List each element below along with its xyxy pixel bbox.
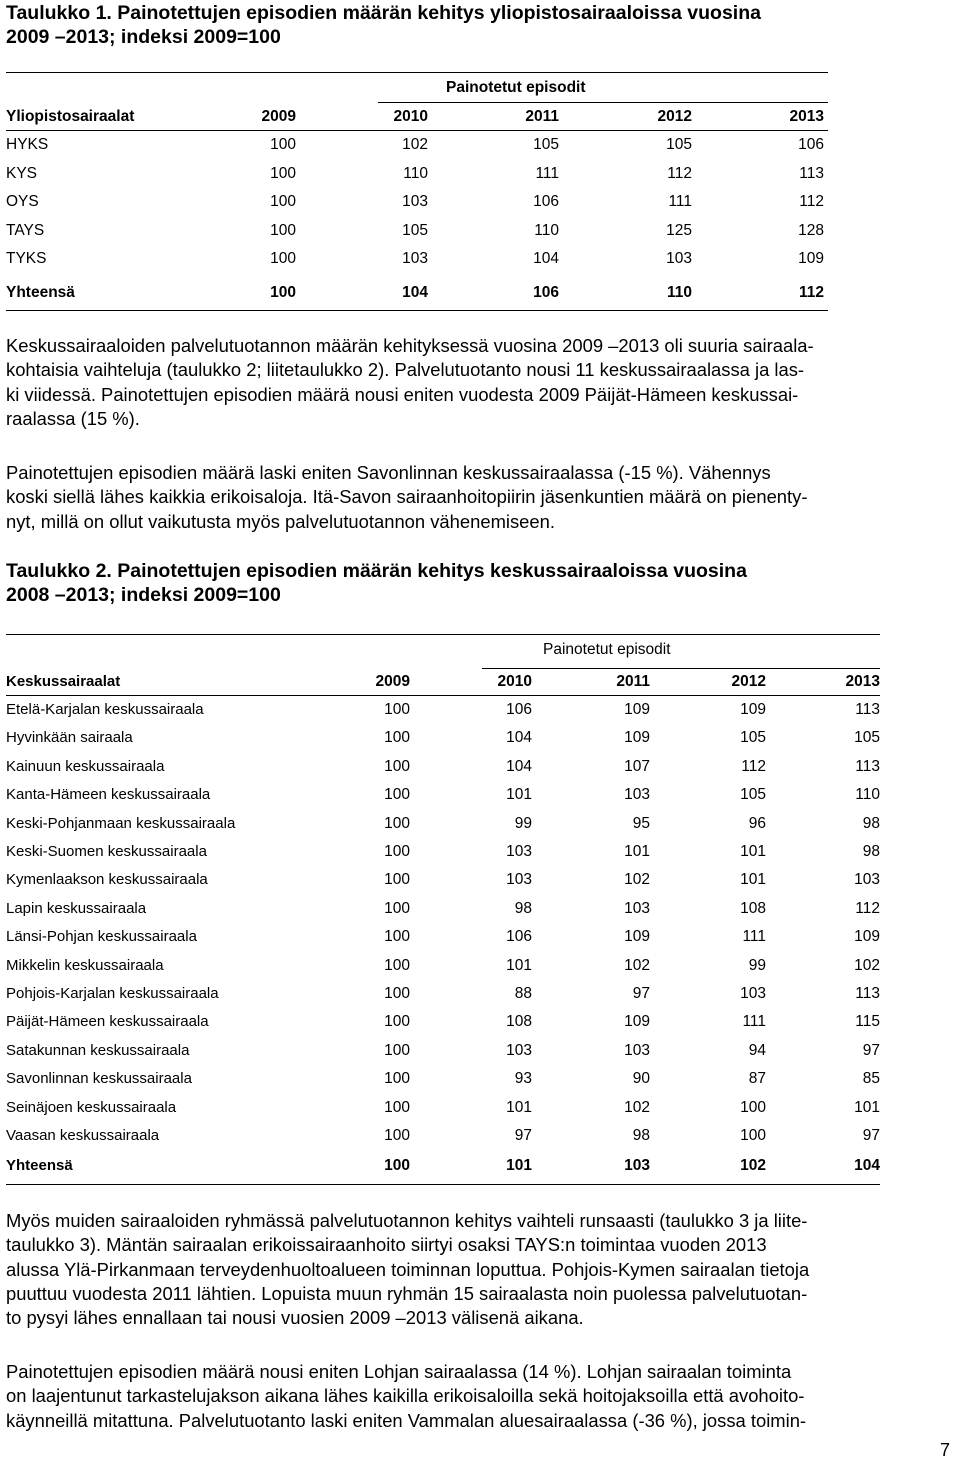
text-line: on laajentunut tarkastelujakson aikana lähes kaikilla erikoisaloilla sekä hoitojaksoilla että avohoito- (6, 1385, 805, 1407)
row-label: Keski-Suomen keskussairaala (6, 843, 207, 860)
row-label: Etelä-Karjalan keskussairaala (6, 701, 204, 718)
total-value: 110 (666, 284, 692, 301)
column-header-year: 2010 (393, 108, 428, 125)
table-rule (6, 1184, 880, 1185)
row-label: Hyvinkään sairaala (6, 729, 133, 747)
text-line: taulukko 3). Mäntän sairaalan erikoissairaanhoito siirtyi osaksi TAYS:n toimintaa vuoden 2013 (6, 1234, 767, 1256)
row-value: 94 (748, 1041, 766, 1059)
row-value: 101 (624, 843, 650, 860)
row-label: Kanta-Hämeen keskussairaala (6, 786, 211, 804)
column-header-label: Keskussairaalat (6, 673, 121, 690)
table-rule (6, 72, 828, 73)
table-header-row (6, 673, 880, 695)
row-value: 104 (533, 250, 559, 268)
row-value: 109 (624, 1013, 650, 1031)
row-value: 100 (270, 136, 296, 153)
table-row (6, 815, 880, 837)
row-label: Satakunnan keskussairaala (6, 1041, 190, 1059)
table-rule (6, 130, 828, 131)
row-value: 100 (384, 928, 410, 946)
table-rule (6, 634, 880, 635)
table-row (6, 928, 880, 950)
row-value: 103 (506, 1041, 532, 1059)
table-row (6, 1042, 880, 1064)
row-value: 106 (798, 136, 824, 153)
row-value: 111 (742, 928, 766, 946)
row-value: 112 (799, 193, 824, 211)
text-line: koski siellä lähes kaikkia erikoisaloja. Itä-Savon sairaanhoitopiirin jäsenkuntien määrä on pienenty- (6, 486, 808, 508)
row-label: KYS (6, 164, 38, 182)
row-value: 101 (740, 871, 766, 889)
text-line: to pysyi lähes ennallaan tai nousi vuosien 2009 –2013 välisenä aikana. (6, 1307, 584, 1329)
row-value: 100 (270, 221, 296, 239)
table-row (6, 1099, 880, 1121)
row-value: 100 (384, 1127, 410, 1144)
row-value: 111 (535, 164, 559, 182)
row-value: 108 (506, 1013, 532, 1031)
row-value: 100 (384, 757, 410, 775)
table-row (6, 1013, 880, 1035)
table-row (6, 957, 880, 979)
table-row (6, 701, 880, 723)
row-value: 100 (384, 871, 410, 889)
row-value: 96 (748, 814, 766, 832)
text-line: käynneillä mitattuna. Palvelutuotanto laski eniten Vammalan aluesairaalassa (-36 %), jossa toimin- (6, 1409, 807, 1431)
text-line: Keskussairaaloiden palvelutuotannon määrän kehityksessä vuosina 2009 –2013 oli suuria sairaala- (6, 335, 814, 356)
column-header-year: 2012 (657, 108, 692, 125)
row-value: 102 (624, 956, 650, 974)
table-row (6, 1070, 880, 1092)
total-label: Yhteensä (6, 284, 75, 301)
row-value: 103 (402, 250, 428, 268)
row-value: 108 (740, 899, 766, 917)
text-line: Myös muiden sairaaloiden ryhmässä palvelutuotannon kehitys vaihteli runsaasti (taulukko 3 ja liite- (6, 1210, 808, 1231)
total-value: 106 (533, 284, 559, 301)
column-header-year: 2012 (731, 673, 766, 690)
row-value: 101 (740, 843, 766, 860)
row-value: 101 (506, 956, 532, 974)
row-value: 103 (740, 985, 766, 1002)
row-label: Lapin keskussairaala (6, 899, 147, 917)
row-label: Vaasan keskussairaala (6, 1127, 160, 1144)
column-header-year: 2013 (789, 108, 824, 125)
table2-caption-line: Taulukko 2. Painotettujen episodien määrän kehitys keskussairaaloissa vuosina (6, 560, 747, 582)
row-value: 106 (506, 701, 532, 718)
row-value: 104 (506, 729, 532, 747)
row-value: 97 (862, 1127, 880, 1144)
text-line: puuttuu vuodesta 2011 lähtien. Lopuista muun ryhmän 15 sairaalasta noin puolessa palvelutuotan- (6, 1282, 808, 1304)
text-line: nyt, millä on ollut vaikutusta myös palvelutuotannon vähenemiseen. (6, 510, 555, 532)
table-row (6, 165, 828, 187)
table-row (6, 900, 880, 922)
table2-caption-line: 2008 –2013; indeksi 2009=100 (6, 584, 281, 606)
total-value: 100 (384, 1157, 410, 1174)
column-header-label: Yliopistosairaalat (6, 108, 135, 125)
row-value: 98 (514, 899, 532, 917)
text-line: kohtaisia vaihteluja (taulukko 2; liitetaulukko 2). Palvelutuotanto nousi 11 keskussairaalassa ja las- (6, 359, 805, 381)
table-row (6, 985, 880, 1007)
table-row (6, 843, 880, 865)
row-value: 101 (506, 1098, 532, 1116)
row-label: Kymenlaakson keskussairaala (6, 871, 208, 889)
row-value: 97 (514, 1127, 532, 1144)
total-value: 102 (740, 1157, 766, 1174)
row-value: 109 (624, 701, 650, 718)
row-value: 103 (624, 899, 650, 917)
paragraph-savonlinna (6, 461, 954, 534)
row-value: 109 (740, 701, 766, 718)
table-rule (482, 668, 880, 669)
row-value: 100 (270, 164, 296, 182)
row-label: HYKS (6, 136, 49, 153)
row-value: 90 (632, 1070, 650, 1088)
row-value: 109 (624, 928, 650, 946)
row-label: Kainuun keskussairaala (6, 757, 165, 775)
row-value: 100 (384, 729, 410, 747)
text-line: raalassa (15 %). (6, 407, 140, 429)
row-value: 105 (740, 786, 766, 804)
row-value: 95 (632, 814, 650, 832)
table2-caption (6, 559, 940, 607)
row-value: 110 (403, 164, 428, 182)
row-value: 112 (741, 757, 766, 775)
row-value: 105 (740, 729, 766, 747)
page-number: 7 (939, 1440, 950, 1460)
row-value: 102 (854, 956, 880, 974)
row-value: 100 (270, 250, 296, 268)
total-value: 112 (798, 284, 824, 301)
table-row (6, 871, 880, 893)
paragraph-central-hospitals (6, 334, 954, 431)
row-value: 100 (384, 985, 410, 1002)
row-value: 103 (854, 871, 880, 889)
row-value: 111 (742, 1013, 766, 1031)
row-label: Seinäjoen keskussairaala (6, 1098, 177, 1116)
table-header-row (6, 108, 828, 130)
row-value: 105 (666, 136, 692, 153)
row-value: 111 (668, 193, 692, 211)
row-value: 104 (506, 757, 532, 775)
row-value: 113 (855, 985, 880, 1002)
row-value: 109 (798, 250, 824, 268)
row-value: 99 (514, 814, 532, 832)
table1-caption-line: 2009 –2013; indeksi 2009=100 (6, 26, 281, 48)
row-value: 100 (384, 899, 410, 917)
row-value: 88 (514, 985, 532, 1002)
row-value: 98 (862, 843, 880, 860)
total-value: 103 (624, 1157, 650, 1174)
row-value: 100 (384, 1098, 410, 1116)
row-value: 105 (402, 221, 428, 239)
row-value: 102 (624, 871, 650, 889)
group-header: Painotetut episodit (543, 641, 671, 658)
column-header-year: 2011 (616, 673, 650, 690)
row-value: 97 (632, 985, 650, 1002)
row-label: Pohjois-Karjalan keskussairaala (6, 985, 219, 1002)
paragraph-other-hospitals (6, 1209, 954, 1330)
row-value: 100 (384, 786, 410, 804)
row-value: 100 (270, 193, 296, 211)
text-line: alussa Ylä-Pirkanmaan terveydenhuoltoalueen toiminnan loputtua. Pohjois-Kymen sairaalan tietoja (6, 1258, 810, 1280)
total-value: 101 (506, 1157, 532, 1174)
table-rule (6, 310, 828, 311)
row-value: 112 (667, 164, 692, 182)
row-label: Keski-Pohjanmaan keskussairaala (6, 814, 236, 832)
table-row (6, 729, 880, 751)
row-value: 101 (506, 786, 532, 804)
row-value: 103 (506, 843, 532, 860)
row-value: 100 (384, 1041, 410, 1059)
total-value: 104 (854, 1157, 880, 1174)
row-value: 113 (855, 701, 880, 718)
table-total-row (6, 284, 828, 306)
row-label: TAYS (6, 221, 45, 239)
row-value: 87 (748, 1070, 766, 1088)
table-row (6, 136, 828, 158)
row-value: 113 (799, 164, 824, 182)
row-value: 110 (855, 786, 880, 804)
row-label: Savonlinnan keskussairaala (6, 1070, 192, 1088)
row-value: 100 (384, 814, 410, 832)
table-rule (6, 695, 880, 696)
column-header-year: 2009 (375, 673, 410, 690)
table-row (6, 193, 828, 215)
text-line: Painotettujen episodien määrä nousi eniten Lohjan sairaalassa (14 %). Lohjan sairaalan toiminta (6, 1361, 792, 1382)
row-value: 100 (384, 1013, 410, 1031)
row-value: 98 (632, 1127, 650, 1144)
row-value: 109 (854, 928, 880, 946)
column-header-year: 2011 (525, 108, 559, 125)
row-value: 125 (666, 221, 692, 239)
row-value: 100 (384, 701, 410, 718)
row-label: Mikkelin keskussairaala (6, 956, 164, 974)
row-value: 103 (666, 250, 692, 268)
text-line: Painotettujen episodien määrä laski eniten Savonlinnan keskussairaalassa (-15 %). Vähennys (6, 462, 771, 483)
table-row (6, 250, 828, 272)
table-total-row (6, 1157, 880, 1179)
row-value: 105 (533, 136, 559, 153)
row-value: 100 (384, 843, 410, 860)
row-value: 102 (624, 1098, 650, 1116)
row-value: 106 (506, 928, 532, 946)
row-value: 109 (624, 729, 650, 747)
row-value: 100 (384, 1070, 410, 1088)
total-value: 104 (402, 284, 428, 301)
row-label: TYKS (6, 250, 47, 268)
table-row (6, 758, 880, 780)
group-header: Painotetut episodit (446, 79, 586, 96)
row-value: 85 (862, 1070, 880, 1088)
row-value: 93 (514, 1070, 532, 1088)
row-value: 113 (855, 757, 880, 775)
row-value: 103 (624, 786, 650, 804)
row-value: 103 (506, 871, 532, 889)
table-rule (378, 102, 828, 103)
row-value: 110 (534, 221, 559, 239)
row-label: OYS (6, 193, 39, 211)
row-label: Länsi-Pohjan keskussairaala (6, 928, 197, 946)
row-value: 103 (624, 1041, 650, 1059)
row-value: 100 (740, 1127, 766, 1144)
row-value: 106 (533, 193, 559, 211)
row-value: 101 (854, 1098, 880, 1116)
table-row (6, 786, 880, 808)
column-header-year: 2010 (497, 673, 532, 690)
row-value: 100 (740, 1098, 766, 1116)
row-value: 98 (862, 814, 880, 832)
row-value: 112 (855, 899, 880, 917)
table1-caption-line: Taulukko 1. Painotettujen episodien määrän kehitys yliopistosairaaloissa vuosina (6, 2, 761, 24)
text-line: ki viidessä. Painotettujen episodien määrä nousi eniten vuodesta 2009 Päijät-Hämeen keskussai- (6, 383, 799, 405)
row-value: 105 (854, 729, 880, 747)
row-value: 97 (862, 1041, 880, 1059)
row-value: 100 (384, 956, 410, 974)
row-value: 107 (624, 757, 650, 775)
row-label: Päijät-Hämeen keskussairaala (6, 1013, 209, 1031)
row-value: 102 (402, 136, 428, 153)
total-label: Yhteensä (6, 1157, 73, 1174)
row-value: 103 (402, 193, 428, 211)
row-value: 128 (798, 221, 824, 239)
row-value: 99 (748, 956, 766, 974)
paragraph-lohja (6, 1360, 954, 1433)
column-header-year: 2013 (845, 673, 880, 690)
table-row (6, 222, 828, 244)
total-value: 100 (270, 284, 296, 301)
table-row (6, 1127, 880, 1149)
row-value: 115 (855, 1013, 880, 1031)
table1-caption (6, 1, 940, 49)
column-header-year: 2009 (261, 108, 296, 125)
